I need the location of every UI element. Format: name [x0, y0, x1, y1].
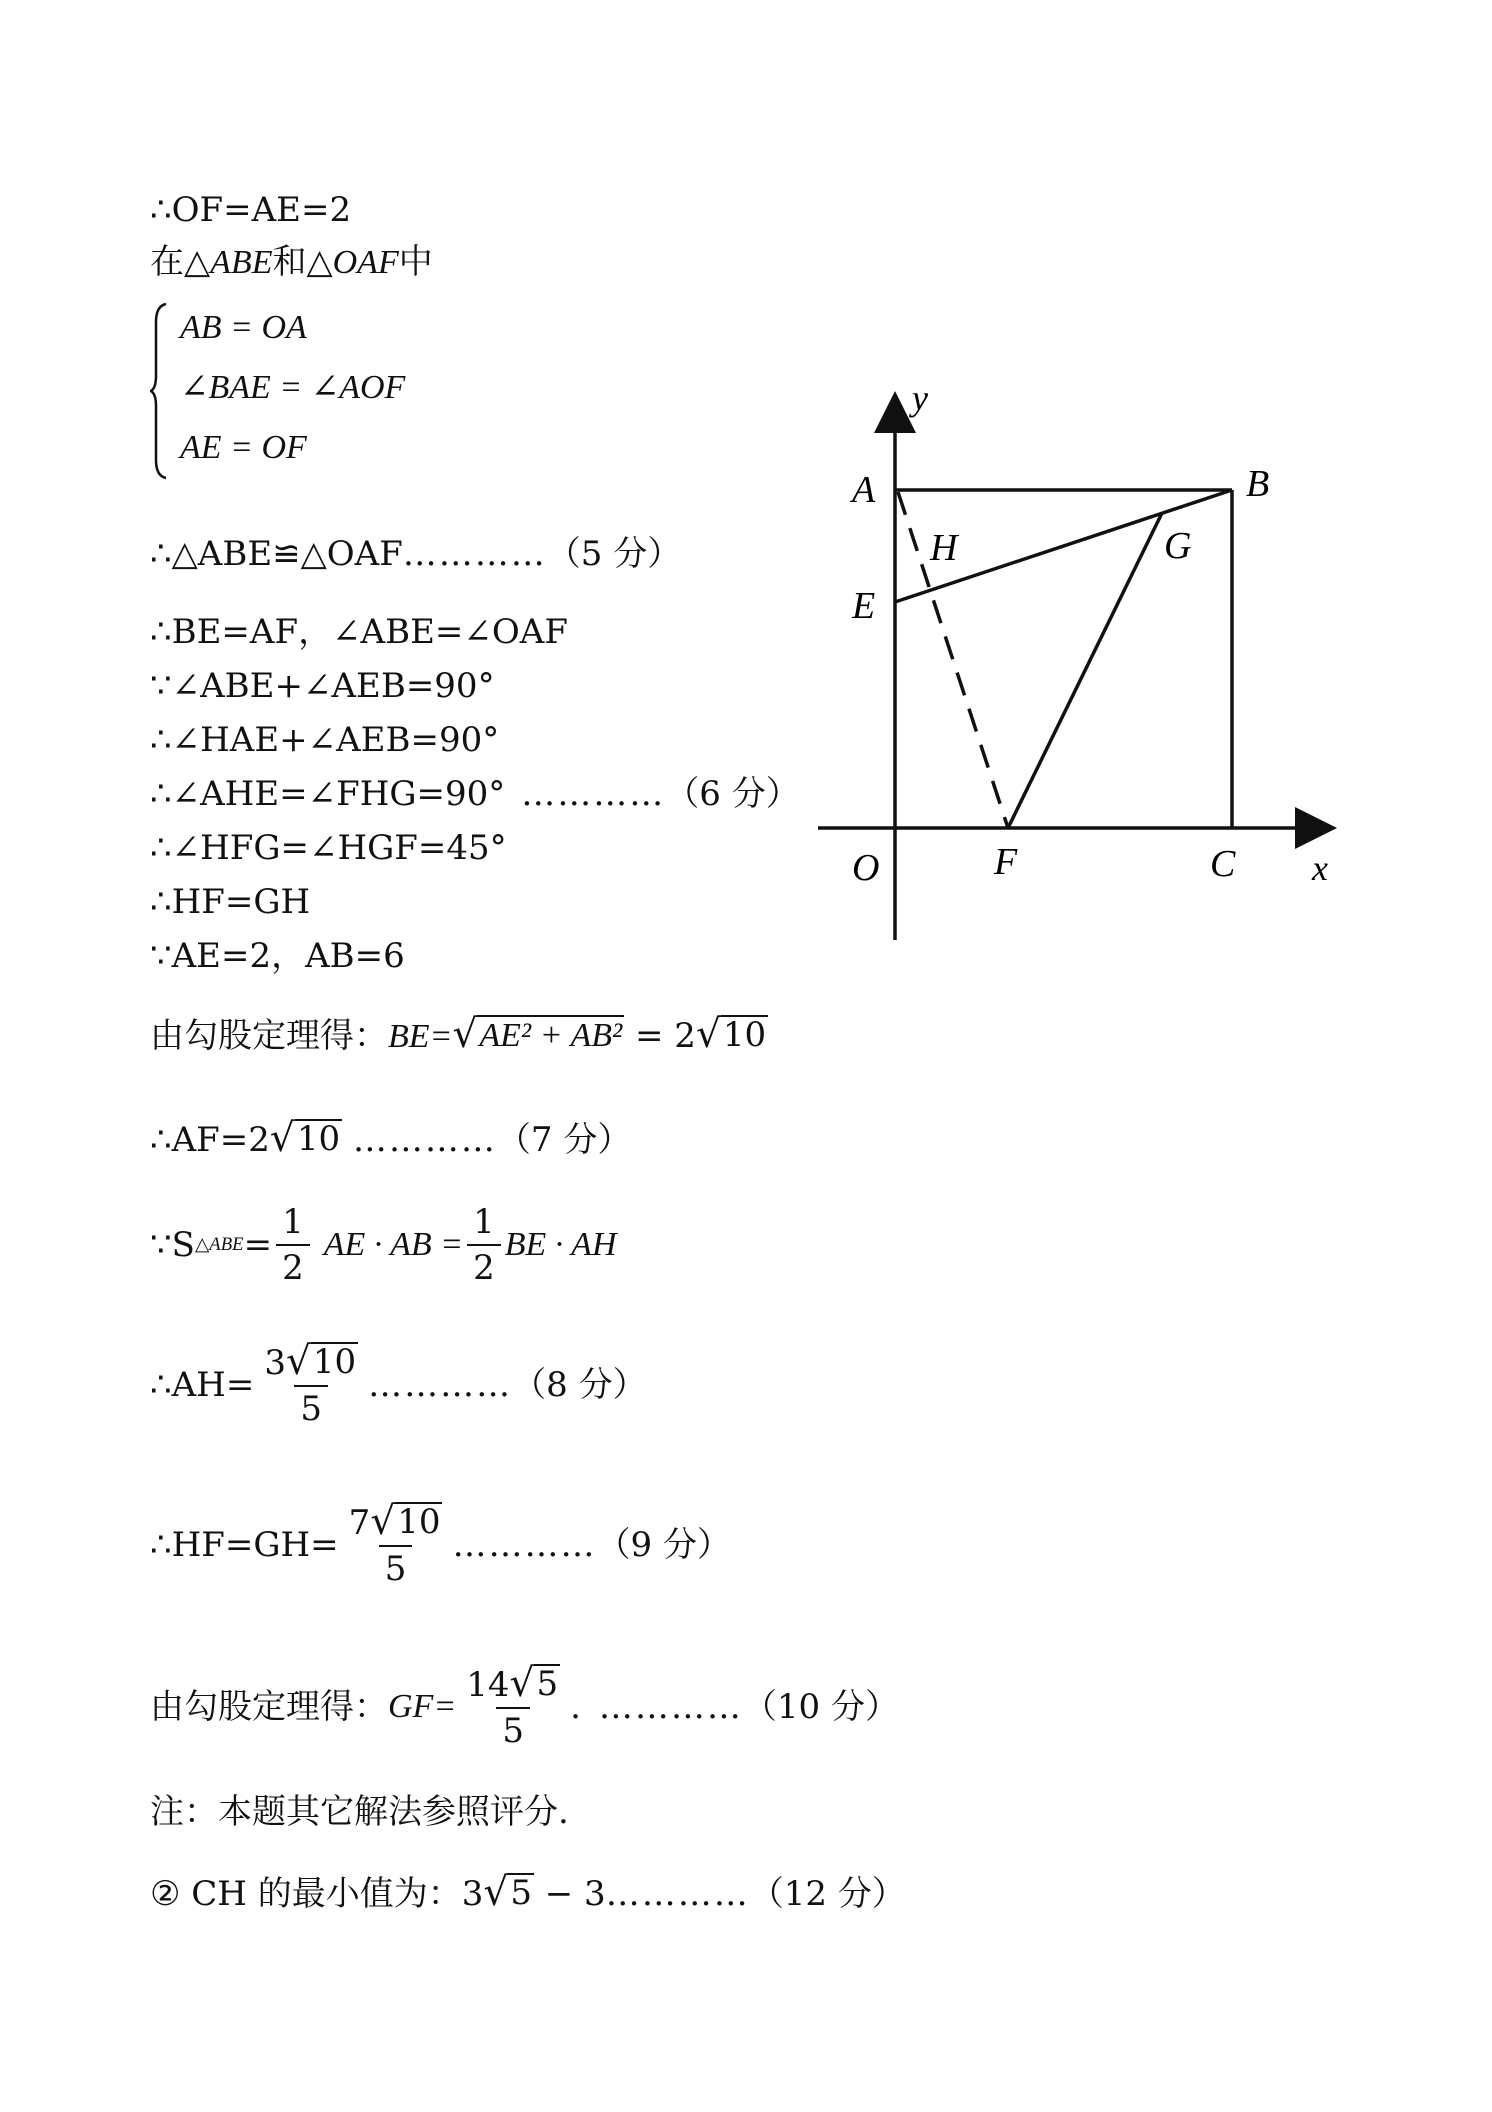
line-abe-aeb: ∵∠ABE+∠AEB=90° — [150, 666, 495, 706]
line-area-abe — [150, 1190, 617, 1300]
score-8: （8 分） — [512, 1365, 647, 1405]
denominator: 5 — [294, 1385, 328, 1429]
score-10: （10 分） — [742, 1687, 899, 1727]
minus-three: − 3 — [544, 1874, 606, 1914]
congruence-line — [150, 532, 681, 576]
line-ahe-fhg — [150, 772, 800, 816]
text-zhong: 中 — [398, 242, 433, 282]
equals: = — [243, 1225, 273, 1265]
score-7: （7 分） — [496, 1120, 632, 1160]
radicand: 10 — [296, 1119, 341, 1159]
line-be-af: ∴BE=AF，∠ABE=∠OAF — [150, 612, 568, 652]
radicand: 10 — [312, 1341, 357, 1382]
line-pythagoras-be — [150, 1014, 768, 1059]
system-brace — [150, 302, 168, 480]
denominator: 2 — [467, 1244, 501, 1288]
denominator: 2 — [276, 1244, 310, 1288]
numerator: 14 √ 5 — [466, 1660, 559, 1706]
label-g: G — [1164, 525, 1192, 567]
score-6: （6 分） — [665, 774, 800, 814]
line-hf-gh: ∴HF=GH — [150, 882, 311, 922]
dot-leader: ………… — [402, 534, 547, 574]
line-of-equals-ae — [150, 188, 351, 232]
numerator: 1 — [282, 1202, 304, 1242]
pythagoras-text: 由勾股定理得： — [150, 1016, 388, 1056]
system-eq-1: AB = OA — [180, 309, 307, 346]
score-5: （5 分） — [546, 534, 682, 574]
line-ah-value — [150, 1330, 647, 1440]
radicand: 10 — [397, 1501, 441, 1542]
fraction-gf — [460, 1660, 566, 1751]
fraction-hf — [343, 1498, 449, 1589]
numerator: 7 √ 10 — [348, 1498, 441, 1544]
ch-minimum-text: ② CH 的最小值为：3 — [150, 1874, 484, 1914]
radicand: AE² + AB² — [479, 1017, 623, 1054]
sqrt-10: √ 10 — [695, 1012, 767, 1057]
line-hf-gh-value — [150, 1490, 731, 1600]
sqrt-10: √ 10 — [269, 1116, 341, 1161]
line-in-triangles — [150, 240, 433, 285]
text-and-triangle: 和△ — [272, 242, 333, 282]
dot-leader: ………… — [368, 1365, 513, 1405]
subscript-abe: △ABE — [194, 1234, 244, 1255]
radicand: 10 — [722, 1015, 767, 1055]
label-y: y — [912, 380, 928, 418]
equals-two: = 2 — [635, 1016, 696, 1056]
note-line: 注：本题其它解法参照评分. — [150, 1792, 569, 1832]
gf-label: GF= — [388, 1688, 457, 1725]
line-ch-minimum — [150, 1872, 906, 1916]
hf-gh-text: ∴HF=GH= — [150, 1525, 339, 1565]
angle-text: ∴∠AHE=∠FHG=90° — [150, 774, 506, 814]
label-o: O — [852, 847, 880, 889]
denominator: 5 — [379, 1545, 413, 1589]
dot-leader: ………… — [352, 1120, 497, 1160]
pythagoras-text: 由勾股定理得： — [150, 1687, 388, 1727]
dot-leader: ………… — [521, 774, 666, 814]
label-f: F — [994, 841, 1018, 883]
fraction-half — [467, 1202, 501, 1288]
label-x: x — [1312, 848, 1328, 888]
system-eq-2: ∠BAE = ∠AOF — [180, 369, 406, 406]
segment-gf — [1008, 513, 1162, 828]
fraction-ah — [258, 1338, 364, 1429]
numerator: 1 — [473, 1202, 495, 1242]
label-h: H — [930, 527, 958, 569]
line-hae-aeb: ∴∠HAE+∠AEB=90° — [150, 720, 500, 760]
be-ah-product: BE · AH — [504, 1226, 617, 1263]
radicand: 5 — [536, 1663, 559, 1704]
coefficient: 7 — [348, 1502, 371, 1543]
label-c: C — [1210, 843, 1236, 885]
fraction-half — [276, 1202, 310, 1288]
score-12: （12 分） — [749, 1874, 906, 1914]
line-ae-ab-values: ∵AE=2，AB=6 — [150, 936, 405, 976]
coefficient: 14 — [466, 1664, 510, 1705]
label-a: A — [852, 469, 876, 511]
dot-leader: ………… — [598, 1687, 743, 1727]
line-af-value — [150, 1118, 631, 1162]
ae-ab-product: AE · AB = — [323, 1226, 464, 1263]
be-label: BE= — [388, 1018, 453, 1055]
dot-leader: ………… — [605, 1874, 750, 1914]
score-9: （9 分） — [596, 1525, 731, 1565]
radicand: 5 — [510, 1873, 532, 1913]
geometry-figure — [800, 380, 1360, 960]
numerator: 3 √ 10 — [264, 1338, 357, 1384]
congruence-text: ∴△ABE≌△OAF — [150, 534, 403, 574]
triangle-abe-label: ABE — [210, 244, 273, 281]
coefficient: 3 — [264, 1342, 286, 1383]
s-symbol: ∵S — [150, 1225, 195, 1265]
ah-text: ∴AH= — [150, 1365, 255, 1405]
sqrt-5: √ 5 — [483, 1870, 532, 1915]
af-text: ∴AF=2 — [150, 1120, 270, 1160]
text-in-triangle: 在△ — [150, 242, 211, 282]
dot-leader: ………… — [452, 1525, 597, 1565]
triangle-oaf-label: OAF — [332, 244, 399, 281]
label-b: B — [1246, 463, 1270, 505]
denominator: 5 — [496, 1707, 530, 1751]
text-of-af-ae: ∴OF=AE=2 — [150, 190, 352, 230]
sqrt-expression: √ AE² + AB² — [452, 1012, 623, 1057]
line-gf-value — [150, 1652, 899, 1762]
label-e: E — [852, 585, 876, 627]
system-eq-3: AE = OF — [180, 429, 307, 466]
period: . — [570, 1687, 581, 1727]
line-hfg-hgf: ∴∠HFG=∠HGF=45° — [150, 828, 507, 868]
